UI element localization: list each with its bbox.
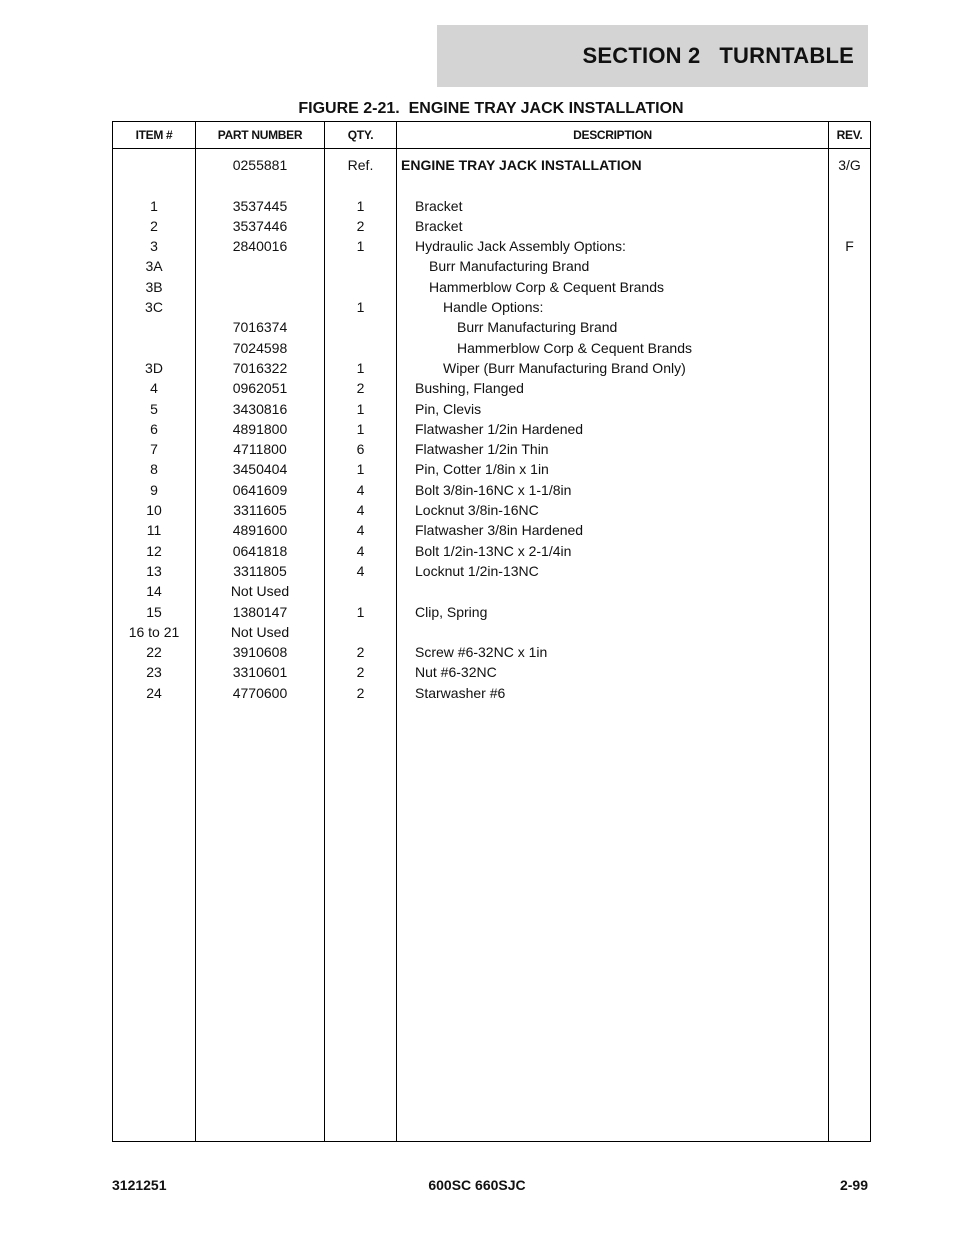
revision bbox=[829, 602, 871, 622]
part-number: 0255881 bbox=[196, 149, 325, 176]
item-number: 13 bbox=[113, 561, 196, 581]
table-row bbox=[113, 459, 871, 479]
quantity: 2 bbox=[325, 642, 397, 662]
revision bbox=[829, 378, 871, 398]
table-row bbox=[113, 216, 871, 236]
revision bbox=[829, 662, 871, 682]
quantity: 4 bbox=[325, 520, 397, 540]
table-row bbox=[113, 480, 871, 500]
quantity: 2 bbox=[325, 216, 397, 236]
part-number bbox=[196, 256, 325, 276]
column-header-part-number: PART NUMBER bbox=[196, 122, 325, 149]
table-row bbox=[113, 642, 871, 662]
part-number: 3537445 bbox=[196, 196, 325, 216]
section-header bbox=[437, 25, 868, 87]
item-number: 3D bbox=[113, 358, 196, 378]
revision bbox=[829, 642, 871, 662]
revision bbox=[829, 439, 871, 459]
revision bbox=[829, 399, 871, 419]
table-row bbox=[113, 662, 871, 682]
quantity: 2 bbox=[325, 683, 397, 703]
part-number: 3450404 bbox=[196, 459, 325, 479]
description: Flatwasher 1/2in Thin bbox=[397, 439, 829, 459]
table-row bbox=[113, 439, 871, 459]
description: Locknut 3/8in-16NC bbox=[397, 500, 829, 520]
revision bbox=[829, 297, 871, 317]
description bbox=[397, 622, 829, 642]
revision bbox=[829, 622, 871, 642]
part-number bbox=[196, 175, 325, 195]
item-number: 2 bbox=[113, 216, 196, 236]
table-row bbox=[113, 277, 871, 297]
part-number: 0641818 bbox=[196, 541, 325, 561]
revision bbox=[829, 541, 871, 561]
part-number: 3311805 bbox=[196, 561, 325, 581]
revision bbox=[829, 175, 871, 195]
table-row bbox=[113, 196, 871, 216]
quantity: Ref. bbox=[325, 149, 397, 176]
description: ENGINE TRAY JACK INSTALLATION bbox=[397, 149, 829, 176]
table-row bbox=[113, 500, 871, 520]
quantity: 4 bbox=[325, 480, 397, 500]
table-row bbox=[113, 378, 871, 398]
revision: F bbox=[829, 236, 871, 256]
quantity: 1 bbox=[325, 602, 397, 622]
item-number: 15 bbox=[113, 602, 196, 622]
item-number: 7 bbox=[113, 439, 196, 459]
quantity: 4 bbox=[325, 561, 397, 581]
table-row bbox=[113, 520, 871, 540]
revision bbox=[829, 358, 871, 378]
table-filler-row bbox=[113, 703, 871, 1141]
quantity bbox=[325, 277, 397, 297]
item-number bbox=[113, 317, 196, 337]
part-number: 0641609 bbox=[196, 480, 325, 500]
column-header-item: ITEM # bbox=[113, 122, 196, 149]
revision bbox=[829, 459, 871, 479]
part-number: 2840016 bbox=[196, 236, 325, 256]
item-number: 12 bbox=[113, 541, 196, 561]
part-number: 3910608 bbox=[196, 642, 325, 662]
table-row bbox=[113, 338, 871, 358]
item-number: 8 bbox=[113, 459, 196, 479]
quantity: 1 bbox=[325, 358, 397, 378]
description: Hydraulic Jack Assembly Options: bbox=[397, 236, 829, 256]
table-row bbox=[113, 175, 871, 195]
revision bbox=[829, 196, 871, 216]
section-title: SECTION 2 TURNTABLE bbox=[582, 43, 854, 68]
description: Screw #6-32NC x 1in bbox=[397, 642, 829, 662]
description: Bracket bbox=[397, 196, 829, 216]
footer-model: 600SC 660SJC bbox=[428, 1177, 526, 1193]
column-header-rev: REV. bbox=[829, 122, 871, 149]
revision bbox=[829, 500, 871, 520]
description: Wiper (Burr Manufacturing Brand Only) bbox=[397, 358, 829, 378]
description: Starwasher #6 bbox=[397, 683, 829, 703]
part-number: 4711800 bbox=[196, 439, 325, 459]
part-number: Not Used bbox=[196, 622, 325, 642]
item-number: 11 bbox=[113, 520, 196, 540]
description bbox=[397, 581, 829, 601]
table-row bbox=[113, 256, 871, 276]
quantity bbox=[325, 338, 397, 358]
description: Burr Manufacturing Brand bbox=[397, 317, 829, 337]
item-number: 4 bbox=[113, 378, 196, 398]
part-number: 4770600 bbox=[196, 683, 325, 703]
table-row bbox=[113, 297, 871, 317]
description: Bolt 3/8in-16NC x 1-1/8in bbox=[397, 480, 829, 500]
description: Flatwasher 1/2in Hardened bbox=[397, 419, 829, 439]
description: Handle Options: bbox=[397, 297, 829, 317]
quantity bbox=[325, 256, 397, 276]
item-number: 22 bbox=[113, 642, 196, 662]
item-number: 5 bbox=[113, 399, 196, 419]
table-row bbox=[113, 399, 871, 419]
table-row bbox=[113, 541, 871, 561]
quantity bbox=[325, 317, 397, 337]
revision bbox=[829, 216, 871, 236]
table-row bbox=[113, 602, 871, 622]
description: Bolt 1/2in-13NC x 2-1/4in bbox=[397, 541, 829, 561]
item-number: 3A bbox=[113, 256, 196, 276]
item-number: 10 bbox=[113, 500, 196, 520]
part-number bbox=[196, 277, 325, 297]
part-number: 3537446 bbox=[196, 216, 325, 236]
item-number bbox=[113, 149, 196, 176]
part-number: 4891800 bbox=[196, 419, 325, 439]
revision bbox=[829, 256, 871, 276]
table-row bbox=[113, 561, 871, 581]
description: Bushing, Flanged bbox=[397, 378, 829, 398]
part-number bbox=[196, 297, 325, 317]
item-number: 16 to 21 bbox=[113, 622, 196, 642]
description: Pin, Cotter 1/8in x 1in bbox=[397, 459, 829, 479]
table-row bbox=[113, 149, 871, 176]
part-number: 7024598 bbox=[196, 338, 325, 358]
quantity: 1 bbox=[325, 399, 397, 419]
part-number: 3311605 bbox=[196, 500, 325, 520]
revision bbox=[829, 277, 871, 297]
table-row bbox=[113, 683, 871, 703]
column-header-description: DESCRIPTION bbox=[397, 122, 829, 149]
part-number: Not Used bbox=[196, 581, 325, 601]
table-row bbox=[113, 358, 871, 378]
item-number: 3B bbox=[113, 277, 196, 297]
description: Pin, Clevis bbox=[397, 399, 829, 419]
quantity: 1 bbox=[325, 236, 397, 256]
figure-title: FIGURE 2-21. ENGINE TRAY JACK INSTALLATION bbox=[298, 100, 684, 117]
table-row bbox=[113, 236, 871, 256]
quantity: 6 bbox=[325, 439, 397, 459]
description: Hammerblow Corp & Cequent Brands bbox=[397, 277, 829, 297]
description: Hammerblow Corp & Cequent Brands bbox=[397, 338, 829, 358]
revision bbox=[829, 561, 871, 581]
table-header-row bbox=[113, 122, 871, 149]
revision bbox=[829, 581, 871, 601]
part-number: 0962051 bbox=[196, 378, 325, 398]
quantity: 2 bbox=[325, 378, 397, 398]
description: Bracket bbox=[397, 216, 829, 236]
quantity bbox=[325, 175, 397, 195]
item-number: 3 bbox=[113, 236, 196, 256]
part-number: 3430816 bbox=[196, 399, 325, 419]
item-number: 6 bbox=[113, 419, 196, 439]
table-row bbox=[113, 581, 871, 601]
quantity bbox=[325, 581, 397, 601]
item-number: 24 bbox=[113, 683, 196, 703]
part-number: 7016322 bbox=[196, 358, 325, 378]
item-number bbox=[113, 338, 196, 358]
part-number: 3310601 bbox=[196, 662, 325, 682]
table-row bbox=[113, 622, 871, 642]
description bbox=[397, 175, 829, 195]
part-number: 4891600 bbox=[196, 520, 325, 540]
quantity: 2 bbox=[325, 662, 397, 682]
quantity: 1 bbox=[325, 459, 397, 479]
revision bbox=[829, 317, 871, 337]
description: Clip, Spring bbox=[397, 602, 829, 622]
revision bbox=[829, 480, 871, 500]
description: Burr Manufacturing Brand bbox=[397, 256, 829, 276]
revision bbox=[829, 683, 871, 703]
part-number: 7016374 bbox=[196, 317, 325, 337]
revision bbox=[829, 520, 871, 540]
description: Flatwasher 3/8in Hardened bbox=[397, 520, 829, 540]
revision: 3/G bbox=[829, 149, 871, 176]
quantity: 1 bbox=[325, 196, 397, 216]
quantity: 4 bbox=[325, 541, 397, 561]
item-number: 1 bbox=[113, 196, 196, 216]
table-row bbox=[113, 317, 871, 337]
quantity: 4 bbox=[325, 500, 397, 520]
revision bbox=[829, 338, 871, 358]
item-number: 14 bbox=[113, 581, 196, 601]
column-header-qty: QTY. bbox=[325, 122, 397, 149]
description: Locknut 1/2in-13NC bbox=[397, 561, 829, 581]
quantity bbox=[325, 622, 397, 642]
quantity: 1 bbox=[325, 297, 397, 317]
item-number: 23 bbox=[113, 662, 196, 682]
part-number: 1380147 bbox=[196, 602, 325, 622]
item-number bbox=[113, 175, 196, 195]
table-row bbox=[113, 419, 871, 439]
item-number: 9 bbox=[113, 480, 196, 500]
description: Nut #6-32NC bbox=[397, 662, 829, 682]
footer-doc-number: 3121251 bbox=[112, 1177, 167, 1193]
item-number: 3C bbox=[113, 297, 196, 317]
parts-table bbox=[112, 121, 871, 1142]
quantity: 1 bbox=[325, 419, 397, 439]
revision bbox=[829, 419, 871, 439]
footer-page-number: 2-99 bbox=[839, 1177, 868, 1193]
